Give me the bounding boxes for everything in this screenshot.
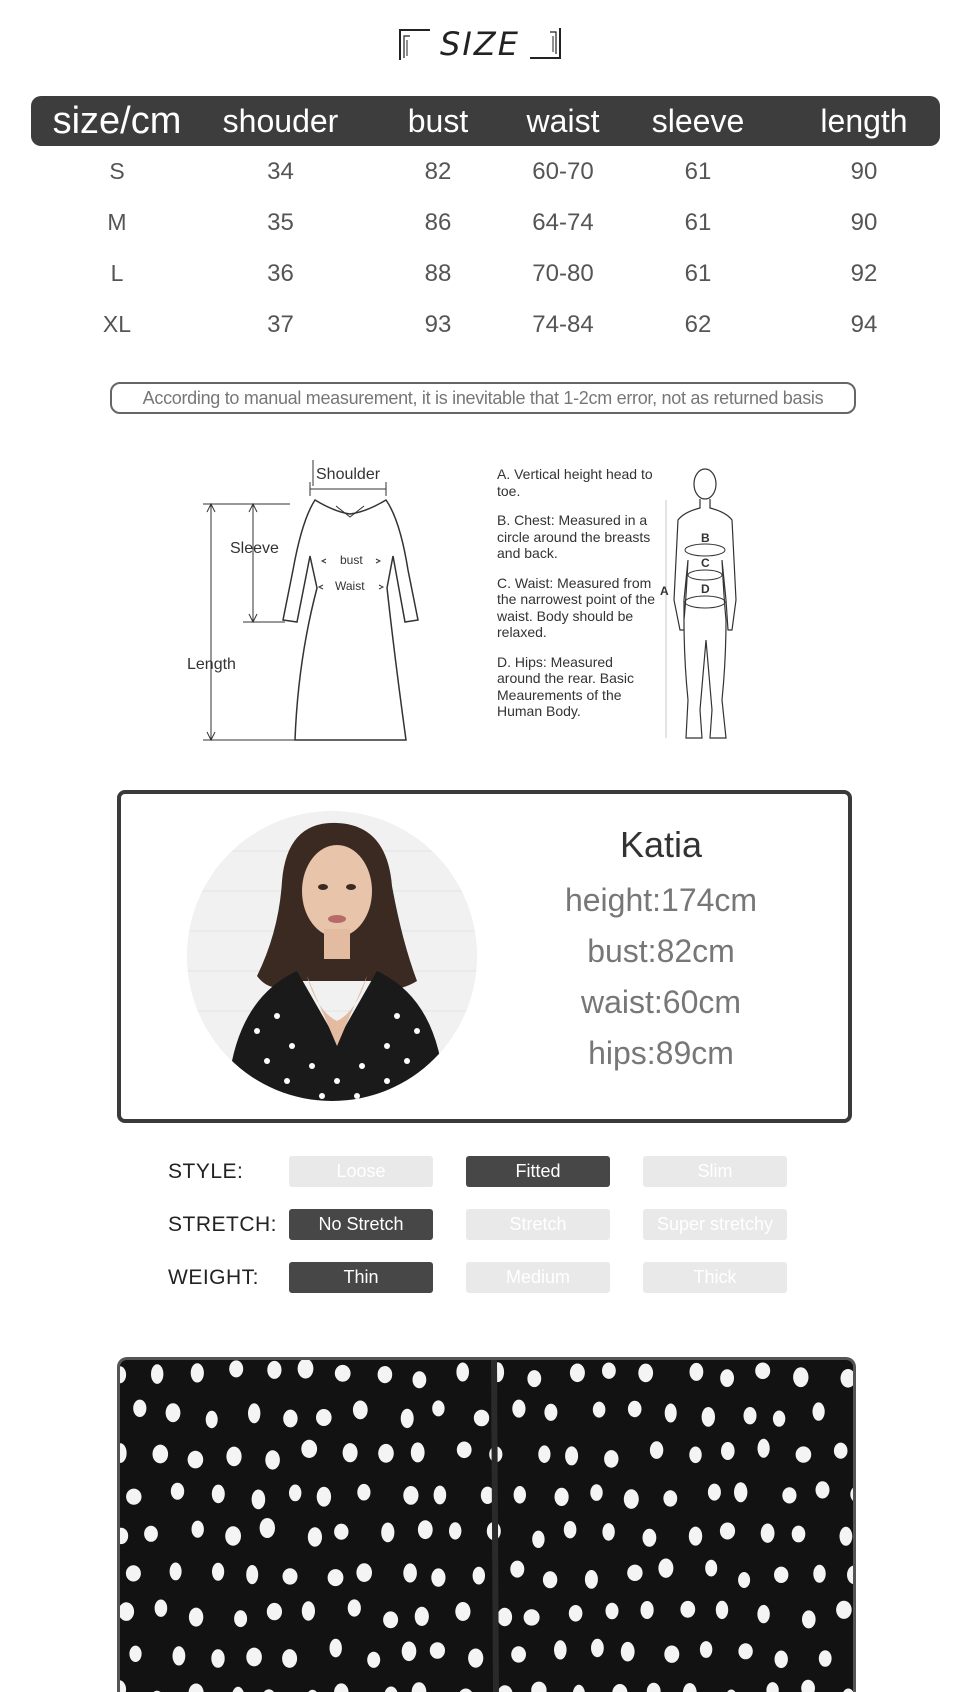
- polka-dot: [744, 1407, 757, 1424]
- polka-dot: [126, 1489, 141, 1505]
- polka-dot: [120, 1528, 128, 1544]
- polka-dot: [641, 1601, 654, 1619]
- polka-dot: [212, 1563, 224, 1581]
- polka-dot: [793, 1367, 808, 1387]
- polka-dot: [755, 1363, 770, 1380]
- polka-dot: [775, 1651, 788, 1669]
- polka-dot: [628, 1401, 642, 1417]
- polka-dot: [680, 1601, 695, 1618]
- cell-shoulder: 37: [267, 310, 294, 338]
- polka-dot: [565, 1446, 578, 1465]
- polka-dot: [283, 1410, 297, 1428]
- polka-dot: [353, 1401, 368, 1420]
- polka-dot: [317, 1487, 331, 1507]
- header-shoulder: shouder: [222, 102, 339, 139]
- polka-dot: [411, 1442, 425, 1462]
- cell-waist: 74-84: [532, 310, 594, 338]
- model-photo: [187, 811, 477, 1101]
- polka-dot: [758, 1439, 770, 1458]
- polka-dot: [455, 1602, 470, 1621]
- polka-dot: [298, 1360, 314, 1379]
- polka-dot: [700, 1641, 712, 1658]
- polka-dot: [531, 1682, 546, 1692]
- polka-dot: [232, 1687, 244, 1692]
- polka-dot: [834, 1443, 848, 1459]
- polka-dot: [434, 1486, 447, 1505]
- polka-dot: [120, 1602, 134, 1621]
- shoulder-label: Shoulder: [316, 466, 381, 483]
- polka-dot: [133, 1400, 146, 1417]
- polka-dot: [378, 1366, 393, 1383]
- polka-dot: [647, 1683, 661, 1692]
- stretch-option-stretch: Stretch: [466, 1209, 610, 1240]
- cell-bust: 86: [424, 208, 452, 236]
- polka-dot: [512, 1400, 525, 1418]
- table-row: [31, 248, 940, 299]
- cell-sleeve: 61: [684, 259, 712, 287]
- polka-dot: [738, 1643, 752, 1659]
- polka-dot: [708, 1484, 721, 1501]
- model-card: [117, 790, 852, 1123]
- polka-dot: [621, 1642, 635, 1662]
- polka-dot: [564, 1521, 577, 1538]
- measurement-note: According to manual measurement, it is inevitable that 1-2cm error, not as returned basis: [110, 382, 856, 414]
- polka-dot: [840, 1527, 853, 1546]
- polka-dot: [170, 1563, 182, 1581]
- polka-dot: [171, 1483, 184, 1500]
- figure-label-d: D: [701, 582, 710, 596]
- polka-dot: [585, 1570, 598, 1589]
- cell-shoulder: 34: [267, 157, 294, 185]
- polka-dot: [260, 1518, 275, 1538]
- cell-sleeve: 62: [684, 310, 712, 338]
- model-name: Katia: [619, 824, 703, 865]
- polka-dot: [497, 1685, 512, 1692]
- header-waist: waist: [526, 102, 600, 139]
- polka-dot: [643, 1529, 657, 1547]
- polka-dot: [267, 1361, 281, 1379]
- polka-dot: [415, 1607, 429, 1626]
- polka-dot: [120, 1443, 127, 1463]
- polka-dot: [527, 1370, 541, 1387]
- polka-dot: [543, 1571, 557, 1588]
- polka-dot: [432, 1400, 444, 1416]
- attribute-row-style: [168, 1156, 868, 1209]
- polka-dot: [449, 1522, 461, 1539]
- polka-dot: [166, 1403, 181, 1422]
- cell-waist: 70-80: [532, 259, 594, 287]
- polka-dot: [683, 1683, 697, 1692]
- polka-dot: [774, 1567, 788, 1583]
- attribute-label: STYLE:: [168, 1160, 244, 1183]
- polka-dot: [836, 1601, 852, 1619]
- polka-dot: [766, 1682, 778, 1692]
- polka-dot: [357, 1484, 370, 1501]
- polka-dot: [612, 1684, 627, 1692]
- polka-dot: [665, 1404, 677, 1423]
- cell-shoulder: 35: [267, 208, 294, 236]
- polka-dot: [402, 1642, 417, 1662]
- polka-dot: [720, 1369, 734, 1387]
- polka-dot: [497, 1608, 512, 1626]
- polka-dot: [721, 1442, 735, 1460]
- polka-dot: [316, 1409, 332, 1426]
- polka-dot: [225, 1526, 241, 1545]
- instruction-c: C. Waist: Measured from the narrowest point of the waist. Body should be relaxed.: [497, 574, 655, 640]
- weight-option-medium: Medium: [466, 1262, 610, 1293]
- polka-dot: [705, 1560, 717, 1577]
- model-height: height:174cm: [564, 882, 758, 918]
- waist-label: Waist: [335, 579, 365, 593]
- polka-dot: [761, 1524, 775, 1543]
- polka-dot: [842, 1689, 854, 1692]
- polka-dot: [144, 1526, 158, 1542]
- polka-dot: [120, 1680, 126, 1692]
- polka-dot: [569, 1605, 583, 1622]
- polka-dot: [458, 1689, 473, 1692]
- model-bust: bust:82cm: [587, 933, 735, 969]
- polka-dot: [689, 1527, 702, 1546]
- polka-dot: [343, 1443, 358, 1462]
- polka-dot: [282, 1649, 297, 1668]
- polka-dot: [381, 1523, 394, 1543]
- polka-dot: [308, 1527, 322, 1547]
- polka-dot: [212, 1485, 225, 1504]
- header-bust: bust: [407, 102, 469, 139]
- model-waist: waist:60cm: [580, 984, 742, 1020]
- polka-dot: [689, 1447, 701, 1464]
- fabric-detail-image: [117, 1357, 856, 1692]
- cell-waist: 60-70: [532, 157, 594, 185]
- cell-bust: 88: [424, 259, 452, 287]
- polka-dot: [330, 1639, 342, 1658]
- polka-dot: [334, 1683, 348, 1692]
- polka-dot: [302, 1601, 315, 1621]
- polka-dot: [538, 1445, 550, 1463]
- table-row: [31, 197, 940, 248]
- measurement-diagram: [0, 460, 960, 760]
- polka-dot: [604, 1450, 618, 1468]
- style-option-fitted: Fitted: [466, 1156, 610, 1187]
- polka-dot: [734, 1482, 747, 1502]
- header-length: length: [820, 102, 908, 139]
- instruction-a: A. Vertical height head to toe.: [497, 466, 653, 499]
- style-option-slim: Slim: [643, 1156, 787, 1187]
- polka-dot: [474, 1410, 489, 1427]
- polka-dot: [189, 1608, 203, 1627]
- cell-sleeve: 61: [684, 208, 712, 236]
- polka-dot: [173, 1646, 186, 1665]
- cell-size: S: [109, 158, 125, 184]
- figure-label-c: C: [701, 556, 710, 570]
- polka-dot: [847, 1565, 856, 1584]
- polka-dot: [801, 1680, 815, 1692]
- polka-dot: [401, 1409, 414, 1428]
- polka-dot: [246, 1648, 262, 1667]
- polka-dot: [431, 1568, 445, 1586]
- polka-dot: [413, 1371, 427, 1388]
- polka-dot: [841, 1369, 856, 1388]
- header-size: size/cm: [52, 99, 182, 142]
- polka-dot: [813, 1402, 825, 1420]
- polka-dot: [129, 1646, 141, 1662]
- table-row: [31, 299, 940, 350]
- polka-dot: [738, 1572, 750, 1588]
- length-label: Length: [187, 656, 236, 673]
- polka-dot: [412, 1682, 427, 1692]
- polka-dot: [155, 1600, 168, 1617]
- polka-dot: [782, 1487, 796, 1503]
- model-info: [511, 824, 811, 1086]
- polka-dot: [850, 1486, 856, 1503]
- cell-size: XL: [102, 311, 132, 337]
- polka-dot: [192, 1521, 204, 1538]
- attribute-label: STRETCH:: [168, 1213, 277, 1236]
- polka-dot: [153, 1445, 169, 1464]
- attribute-label: WEIGHT:: [168, 1266, 259, 1289]
- polka-dot: [650, 1441, 663, 1459]
- polka-dot: [335, 1365, 351, 1382]
- polka-dot: [265, 1450, 280, 1469]
- polka-dot: [385, 1687, 398, 1692]
- polka-dot: [524, 1609, 540, 1625]
- polka-dot: [356, 1563, 372, 1582]
- polka-dot: [591, 1639, 604, 1657]
- polka-dot: [702, 1407, 715, 1427]
- cell-size: L: [110, 260, 124, 286]
- polka-dot: [602, 1363, 616, 1379]
- polka-dot: [853, 1403, 856, 1423]
- polka-dot: [267, 1603, 282, 1620]
- bust-label: bust: [340, 553, 363, 567]
- polka-dot: [602, 1523, 614, 1541]
- polka-dot: [658, 1559, 673, 1578]
- cell-shoulder: 36: [267, 259, 294, 287]
- dress-diagram: [0, 460, 960, 760]
- polka-dot: [188, 1451, 204, 1469]
- polka-dot: [573, 1685, 585, 1692]
- instruction-d: D. Hips: Measured around the rear. Basic Meaurements of the Human Body.: [497, 653, 634, 719]
- cell-size: M: [107, 209, 127, 235]
- polka-dot: [555, 1488, 569, 1506]
- polka-dot: [510, 1561, 524, 1578]
- attribute-row-weight: [168, 1262, 868, 1315]
- cell-length: 90: [850, 157, 878, 185]
- polka-dot: [664, 1646, 679, 1663]
- polka-dot: [211, 1649, 224, 1668]
- polka-dot: [120, 1366, 126, 1383]
- polka-dot: [246, 1565, 258, 1584]
- polka-dot: [554, 1640, 567, 1659]
- polka-dot: [816, 1481, 830, 1498]
- polka-dot: [819, 1650, 832, 1667]
- polka-dot: [334, 1524, 348, 1540]
- figure-label-a: A: [660, 584, 669, 598]
- polka-dot: [473, 1567, 485, 1585]
- weight-option-thick: Thick: [643, 1262, 787, 1293]
- polka-dot: [757, 1605, 769, 1623]
- attribute-row-stretch: [168, 1209, 868, 1262]
- polka-dot: [328, 1569, 344, 1586]
- polka-dot: [289, 1485, 301, 1502]
- style-option-loose: Loose: [289, 1156, 433, 1187]
- polka-dot: [301, 1440, 317, 1458]
- instruction-b: B. Chest: Measured in a circle around the breasts and back.: [497, 512, 651, 561]
- polka-dot: [418, 1520, 433, 1539]
- polka-dot: [716, 1601, 728, 1619]
- polka-dot: [456, 1363, 469, 1382]
- cell-length: 92: [850, 259, 878, 287]
- polka-dot: [191, 1363, 204, 1382]
- polka-dot: [468, 1649, 483, 1668]
- polka-dot: [606, 1603, 619, 1620]
- polka-dot: [229, 1360, 243, 1377]
- size-table-header: [31, 96, 940, 146]
- polka-dot: [593, 1402, 606, 1418]
- polka-dot: [773, 1411, 785, 1427]
- attributes: [168, 1156, 868, 1315]
- figure-label-b: B: [701, 531, 710, 545]
- fabric-fold: [494, 1360, 496, 1692]
- polka-dot: [234, 1610, 247, 1627]
- polka-dot: [403, 1486, 418, 1505]
- polka-dot: [720, 1523, 735, 1540]
- polka-dot: [690, 1363, 704, 1381]
- polka-dot: [511, 1646, 526, 1662]
- header-sleeve: sleeve: [651, 102, 745, 139]
- polka-dot: [796, 1446, 812, 1462]
- weight-option-thin: Thin: [289, 1262, 433, 1293]
- size-table: [31, 96, 940, 350]
- cell-length: 90: [850, 208, 878, 236]
- cell-waist: 64-74: [532, 208, 594, 236]
- right-bracket-icon: [528, 26, 564, 62]
- size-title-text: SIZE: [440, 25, 520, 63]
- sleeve-label: Sleeve: [230, 540, 279, 557]
- polka-dot: [283, 1568, 298, 1584]
- size-title: [0, 22, 960, 66]
- cell-length: 94: [850, 310, 878, 338]
- polka-dot: [348, 1599, 361, 1616]
- polka-dot: [248, 1403, 260, 1423]
- polka-dot: [627, 1565, 642, 1581]
- polka-dot: [813, 1565, 825, 1583]
- cell-bust: 93: [424, 310, 452, 338]
- stretch-option-super: Super stretchy: [643, 1209, 787, 1240]
- polka-dot: [624, 1489, 639, 1509]
- polka-dot: [403, 1563, 417, 1582]
- polka-dot: [590, 1484, 602, 1501]
- stretch-option-none: No Stretch: [289, 1209, 433, 1240]
- polka-dot: [189, 1684, 204, 1692]
- model-hips: hips:89cm: [588, 1035, 734, 1071]
- polka-dot: [792, 1526, 806, 1543]
- polka-dot: [206, 1411, 218, 1428]
- table-row: [31, 146, 940, 197]
- polka-dot: [663, 1490, 677, 1506]
- polka-dot: [514, 1486, 526, 1504]
- polka-dot: [430, 1642, 445, 1659]
- polka-dot: [802, 1610, 816, 1628]
- measurement-instructions: [497, 466, 657, 733]
- polka-dot: [532, 1531, 544, 1548]
- polka-dot: [544, 1404, 557, 1421]
- polka-dot: [457, 1442, 472, 1459]
- polka-dot: [126, 1565, 141, 1581]
- polka-dot: [383, 1611, 398, 1628]
- polka-dot: [570, 1364, 585, 1383]
- cell-sleeve: 61: [684, 157, 712, 185]
- polka-dot: [151, 1364, 163, 1384]
- polka-dot: [367, 1652, 380, 1668]
- left-bracket-icon: [396, 26, 432, 62]
- polka-dot: [638, 1364, 653, 1383]
- polka-dot: [226, 1447, 241, 1467]
- cell-bust: 82: [424, 157, 452, 185]
- polka-dot: [252, 1490, 266, 1510]
- polka-dot: [378, 1444, 394, 1463]
